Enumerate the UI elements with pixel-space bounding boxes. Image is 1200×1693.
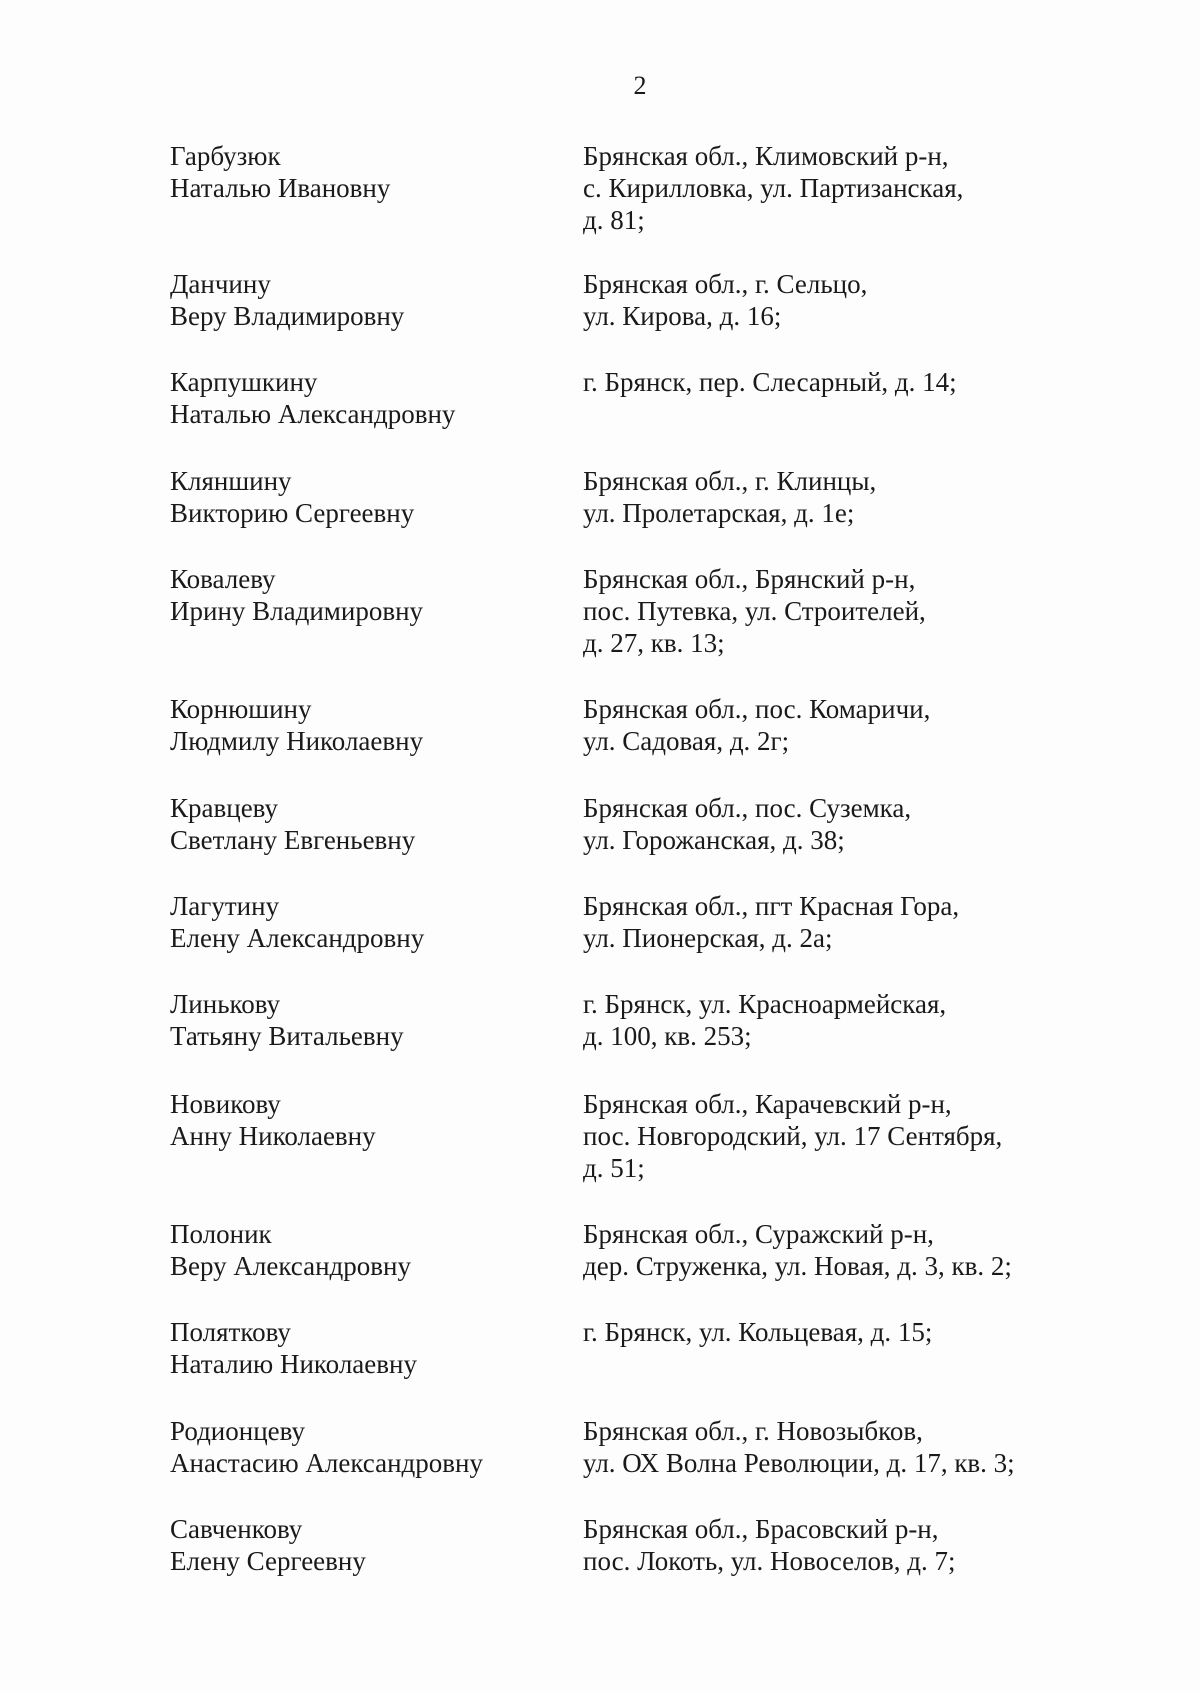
address-line: г. Брянск, ул. Красноармейская, xyxy=(583,989,947,1019)
person-name xyxy=(170,1218,570,1282)
person-surname: Данчину xyxy=(170,269,271,299)
address-line: д. 100, кв. 253; xyxy=(583,1021,752,1051)
person-name xyxy=(170,268,570,332)
person-given-names: Веру Владимировну xyxy=(170,301,405,331)
person-surname: Линькову xyxy=(170,989,281,1019)
address-line: ул. Горожанская, д. 38; xyxy=(583,825,845,855)
person-given-names: Елену Сергеевну xyxy=(170,1546,366,1576)
person-name xyxy=(170,366,570,430)
person-given-names: Анастасию Александровну xyxy=(170,1448,483,1478)
person-surname: Родионцеву xyxy=(170,1416,305,1446)
person-given-names: Наталию Николаевну xyxy=(170,1349,417,1379)
person-address xyxy=(583,563,1063,659)
person-given-names: Татьяну Витальевну xyxy=(170,1021,404,1051)
person-name xyxy=(170,890,570,954)
person-given-names: Анну Николаевну xyxy=(170,1121,376,1151)
person-name xyxy=(170,140,570,204)
address-line: пос. Путевка, ул. Строителей, xyxy=(583,596,926,626)
address-line: Брянская обл., Карачевский р-н, xyxy=(583,1089,952,1119)
person-name xyxy=(170,1316,570,1380)
person-given-names: Викторию Сергеевну xyxy=(170,498,415,528)
person-given-names: Наталью Ивановну xyxy=(170,173,391,203)
address-line: ул. ОХ Волна Революции, д. 17, кв. 3; xyxy=(583,1448,1015,1478)
address-line: ул. Пионерская, д. 2а; xyxy=(583,923,833,953)
person-surname: Гарбузюк xyxy=(170,141,281,171)
person-name xyxy=(170,1415,570,1479)
person-given-names: Людмилу Николаевну xyxy=(170,726,424,756)
address-line: Брянская обл., Суражский р-н, xyxy=(583,1219,934,1249)
address-line: Брянская обл., пос. Суземка, xyxy=(583,793,912,823)
person-address xyxy=(583,890,1063,954)
address-line: д. 81; xyxy=(583,205,645,235)
person-surname: Кравцеву xyxy=(170,793,278,823)
address-line: пос. Локоть, ул. Новоселов, д. 7; xyxy=(583,1546,956,1576)
person-name xyxy=(170,792,570,856)
person-name xyxy=(170,1513,570,1577)
person-given-names: Светлану Евгеньевну xyxy=(170,825,416,855)
person-name xyxy=(170,988,570,1052)
address-line: Брянская обл., г. Новозыбков, xyxy=(583,1416,923,1446)
person-address xyxy=(583,1415,1063,1479)
person-address xyxy=(583,693,1063,757)
person-address xyxy=(583,1218,1063,1282)
person-name xyxy=(170,693,570,757)
person-address xyxy=(583,140,1063,236)
address-line: д. 27, кв. 13; xyxy=(583,628,725,658)
address-line: Брянская обл., г. Сельцо, xyxy=(583,269,868,299)
person-address xyxy=(583,1088,1063,1184)
person-address xyxy=(583,988,1063,1052)
person-surname: Карпушкину xyxy=(170,367,318,397)
person-name xyxy=(170,563,570,627)
person-address xyxy=(583,268,1063,332)
person-name xyxy=(170,1088,570,1152)
person-surname: Ковалеву xyxy=(170,564,276,594)
address-line: Брянская обл., Климовский р-н, xyxy=(583,141,949,171)
address-line: г. Брянск, пер. Слесарный, д. 14; xyxy=(583,367,957,397)
person-surname: Лагутину xyxy=(170,891,280,921)
address-line: ул. Кирова, д. 16; xyxy=(583,301,782,331)
person-address xyxy=(583,465,1063,529)
address-line: Брянская обл., пос. Комаричи, xyxy=(583,694,931,724)
address-line: Брянская обл., Брасовский р-н, xyxy=(583,1514,939,1544)
address-line: ул. Пролетарская, д. 1е; xyxy=(583,498,855,528)
address-line: пос. Новгородский, ул. 17 Сентября, xyxy=(583,1121,1003,1151)
person-name xyxy=(170,465,570,529)
person-surname: Поляткову xyxy=(170,1317,291,1347)
person-surname: Новикову xyxy=(170,1089,281,1119)
person-given-names: Елену Александровну xyxy=(170,923,425,953)
page-number: 2 xyxy=(633,71,647,100)
person-address xyxy=(583,1513,1063,1577)
person-address xyxy=(583,792,1063,856)
person-address xyxy=(583,366,1063,398)
address-line: г. Брянск, ул. Кольцевая, д. 15; xyxy=(583,1317,933,1347)
address-line: Брянская обл., пгт Красная Гора, xyxy=(583,891,960,921)
address-line: Брянская обл., Брянский р-н, xyxy=(583,564,916,594)
address-line: ул. Садовая, д. 2г; xyxy=(583,726,790,756)
address-line: д. 51; xyxy=(583,1153,645,1183)
person-given-names: Наталью Александровну xyxy=(170,399,456,429)
address-line: с. Кирилловка, ул. Партизанская, xyxy=(583,173,964,203)
person-given-names: Веру Александровну xyxy=(170,1251,411,1281)
address-line: Брянская обл., г. Клинцы, xyxy=(583,466,877,496)
person-given-names: Ирину Владимировну xyxy=(170,596,424,626)
person-surname: Савченкову xyxy=(170,1514,303,1544)
person-surname: Полоник xyxy=(170,1219,272,1249)
person-surname: Кляншину xyxy=(170,466,292,496)
address-line: дер. Струженка, ул. Новая, д. 3, кв. 2; xyxy=(583,1251,1012,1281)
person-address xyxy=(583,1316,1063,1348)
person-surname: Корнюшину xyxy=(170,694,312,724)
